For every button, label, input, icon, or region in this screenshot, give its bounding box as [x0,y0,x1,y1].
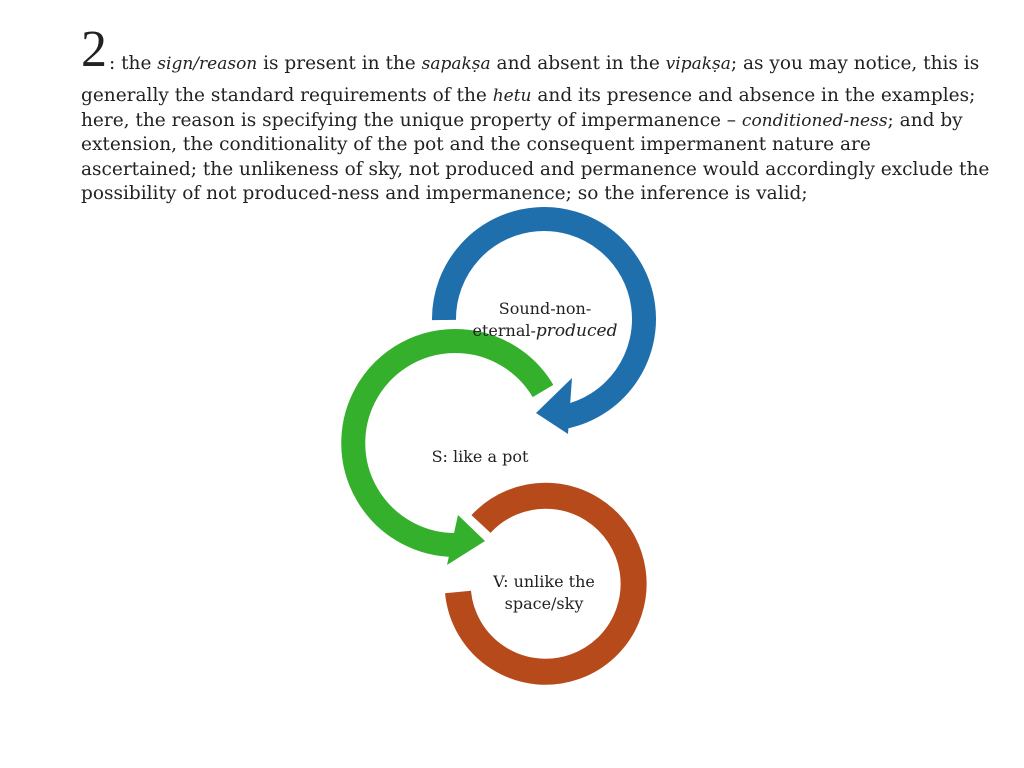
text-line-1: : the sign/reason is present in the sapakṣa and absent in the vipakṣa; as you may notice, this is [109,53,980,74]
text-line-3: here, the reason is specifying the unique property of impermanence – conditioned-ness; and by [81,109,963,131]
thesis-label-line1: Sound-non- [498,299,592,318]
sapaksa-label-line1: S: like a pot [431,447,529,466]
text-line-4: extension, the conditionality of the pot and the consequent impermanent nature are [81,134,871,156]
vipaksa-label [474,571,614,615]
sapaksa-arrowhead [447,515,485,565]
text-line-5: ascertained; the unlikeness of sky, not produced and permanence would accordingly exclude the [81,158,990,180]
slide-number: 2 [81,21,107,78]
sapaksa-label [420,446,540,468]
text-line-2: generally the standard requirements of the hetu and its presence and absence in the examples; [81,85,976,106]
vipaksa-label-line1: V: unlike the [493,572,595,591]
thesis-label [455,298,635,342]
text-line-6: possibility of not produced-ness and impermanence; so the inference is valid; [81,183,808,205]
vipaksa-label-line2: space/sky [504,594,584,613]
thesis-label-line2: eternal-produced [472,321,618,341]
